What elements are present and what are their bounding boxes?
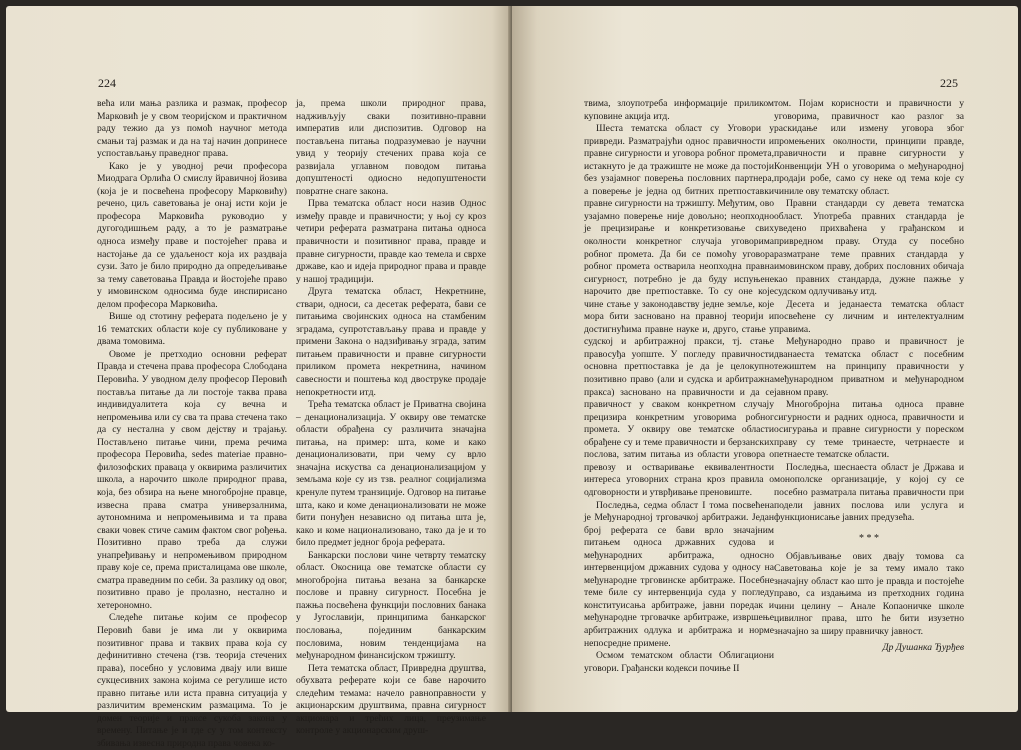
text-column <box>584 98 774 675</box>
paragraph: Овоме је претходио основни реферат Правда и стечена права професора Слободана Перовића. У уводном делу професор Перовић поставља питање да ли постоје таква права индивидуалитета која су вечна и непромењива или су сва та права стечена тако да су нестална у свом дејству и трајању. Постављено питање чини, према речима професора Перовића, sedes materiae правно-филозофских праваца у оквирима различитих школа, а нарочито школе природног права, која, без обзира на њене многобројне правце, извесна права сматра универзалнима, аутономнима и непромењивима и та права сваки човек стиче самим фактом свог рођења. Позитивно право треба да служи унапређивању и непромењивом природном праву које се, према присталицама ове школе, сматра праведним по себи. За разлику од овог, позитивно право је пролазно, нестално и хетерономно. <box>97 348 287 611</box>
text-column <box>97 98 287 750</box>
paragraph: ја, према школи природног права, надживљују сваки позитивно-правни императив или диспозитив. Одговор на постављена питања подразумевао је научни увид у теорију стечених права која се развијала углавном поводом питања допуштеності одиосно недопуштености повратне снаге закона. <box>296 98 486 197</box>
paragraph: Више од стотину реферата подељено је у 16 тематских области које су публиковане у двама томовима. <box>97 311 287 348</box>
paragraph: Пета тематска област, Привредна друштва, обухвата реферате који се баве нарочито следећим темама: начело равноправности у акционарским друштвима, правна сигурност акционара и трећих лица, преузимање контроле у акционарским друш- <box>296 662 486 737</box>
left-page <box>6 6 512 749</box>
paragraph: том. Појам корисности и правичности у уговорима, правичност као разлог за раскидање или измену уговора због промењених околности, принципи правде, правичности и правне сигурности у Конвенцији УН о уговорима о међународној продаји робе, само су неке од тема које су чиниле ову тематску област. <box>774 98 964 197</box>
section-separator: * * * <box>859 532 879 544</box>
text-column <box>774 98 964 655</box>
paragraph: Како је у уводној речи професора Миодрага Орлића О смислу йравичној йозива (која је и посвећена професору Марковићу) речено, циљ саветовања је онај исти који је професора Марковића руководио у дугогодишњем раду, а то је разматрање односа између праве и постојећег права и настојање да се удаљеност која их раздваја сузи. Зато је било природно да опредељивање за тему саветовања Правда и йостојеће право у имовинском односима буде инспирисано делом професора Марковића. <box>97 160 287 310</box>
page-number: 225 <box>940 76 958 90</box>
paragraph: већа или мања разлика и размак, професор Марковић је у свом теоријском и практичном раду тежио да уз помоћ научног метода смањи тај размак и да на тај начин допринесе успостављању праведног права. <box>97 98 287 160</box>
author-signature: Др Душанка Ђурђев <box>882 642 964 654</box>
paragraph: Друга тематска област, Некретнине, ствари, односи, са десетак реферата, бави се питањима својинских односа на стамбеним зградама, супротстављању права и правде у примени Закона о надзиђивању зграда, затим питањем правичности и правне сигурности приликом промета некретнина, начином савесности и поштења код двоструке продаје непокретности итд. <box>296 286 486 398</box>
paragraph: Банкарски послови чине четврту тематску област. Окосница ове тематске области су многобројна питања везана за банкарске послове и правну сигурност. Посебна је пажња посвећена функцији пословних банака у Југославији, принципима банкарског пословања, појединим банкарским пословима, новим тенденцијама на међународном финансијском тржишту. <box>296 549 486 662</box>
paragraph: твима, злоупотреба информације приликом куповине акција итд. <box>584 98 774 122</box>
text-column <box>296 98 486 738</box>
right-page <box>512 6 1018 712</box>
paragraph: Десета и једанаеста тематска област посвећене су личним и интелектуалним правима. <box>774 298 964 335</box>
paragraph: Шеста тематска област су Уговори у привреди. Разматрајући однос правичности и правне сигурности и уговора робног промета, истакнуто је да тражиште не може да постоји без узајамног поверења пословних партнера, а поверење је једна од битних претпоставки правне сигурности на тржишту. Међутим, ово узајамно поверење није довољно; неопходно је прецизирање и конкретизовање свих околности конкретног случаја уговорима робног промета. Да би се помоћу уговора робног промета остварила неопходна правна сигурност, потребно је да буду испуњене нарочито две претпоставке. То су оне које чине стање у законодавству једне земље, које мора бити засновано на правној теорији и достигнућима правне науке и, друго, стање у судској и арбитражној пракси, тј. стање правосуђа уопште. У погледу правичности основна претпоставка је да је целокупно позитивно право (али и судска и арбитражна пракса) засновано на правичности и да се правичност у сваком конкретном случају прецизира конкретним уговорима робног промета. У оквиру ове тематске области обрађене су и теме правичности и берзанских послова, затим питања из области уговора о превозу и остваривање еквивалентности интереса уговорних страна кроз правила о одговорности и утврђивање преновиште. <box>584 123 774 498</box>
paragraph: Последња, шеснаеста област је Држава и монополске организације, у којој су се посебно разматрала питања правичности при подели јавних послова или услуга и функционисање јавних предузећа. <box>774 461 964 524</box>
closing-paragraph: Објављивање ових двају томова са Саветовања које је за тему имало тако значајну област као што је правда и постојеће право, са издањима из претходних година чини целину – Анале Копаоничке школе цивилног права, што ће бити изузетно значајно за ширу правничку јавност. <box>774 550 964 637</box>
paragraph: Међународно право и правичност је дванаеста тематска област с посебним тежиштем на принципу правичности у међународном приватном и међународном јавном праву. <box>774 336 964 398</box>
paragraph: Следеће питање којим се професор Перовић бави је има ли у оквирима позитивног права и таквих права која су дефинитивно стечена (тзв. теорија стечених права), посебно у условима двају или више сукцесивних закона којима се регулише исто правно питање или иста правна ситуација у различитим временским размацима. То је домен теорије и праксе сукоба закона у времену. Питање је и где су у том контексту збивања извесна природна права човека ко- <box>97 612 287 749</box>
paragraph: Осмом тематском области Облигациони уговори. Грађански кодекси почиње II <box>584 650 774 674</box>
page-number: 224 <box>98 76 116 90</box>
paragraph: Правни стандарди су девета тематска област. Употреба правних стандарда је уведено прихваћена у грађанском и привредном праву. Отуда су посебно разматране теме правних стандарда у имовинском праву, добрих пословних обичаја као правних стандарда, дужне пажње у судском одлучивању итд. <box>774 198 964 298</box>
paragraph: Последња, седма област I тома посвећена је Међународној трговачкој арбитражи. Један број реферата се бави врло значајним питањем односа државних судова и међународних арбитража, односно интервенцијом државних судова у односу на међународне трговинске арбитраже. Посебне теме биле су интервенција суда у погледу конституисања арбитраже, јавни поредак и међународне трговачке арбитраже, извршење арбитражних одлука и арбитража и норме непосредне примене. <box>584 499 774 649</box>
paragraph: Трећа тематска област је Приватна својина – денационализација. У оквиру ове тематске области обрађена су различита значајна питања, на пример: шта, коме и како денационализовати, при чему су врло значајна искуства са денационализацијом у земљама које су из тзв. реалног социјализма кренуле путем транзиције. Одговор на питање шта, како и коме денационализовати не може бити понуђен независно од питања шта је, како и коме национализовано, тако да је и то било предмет једног броја реферата. <box>296 399 486 549</box>
paragraph: Прва тематска област носи назив Однос између правде и правичности; у њој су кроз четири реферата разматрана питања односа правичности и позитивног права, правде и правне сигурности, правде као темела и сврхе државе, као и идеја природног права и правде у нашој традицији. <box>296 198 486 285</box>
paragraph: Многобројна питања односа правне сигурности и радних односа, правичности и осигурања и правне сигурности у пореском праву су теме тринаесте, четрнаесте и петнаесте тематске области. <box>774 399 964 461</box>
